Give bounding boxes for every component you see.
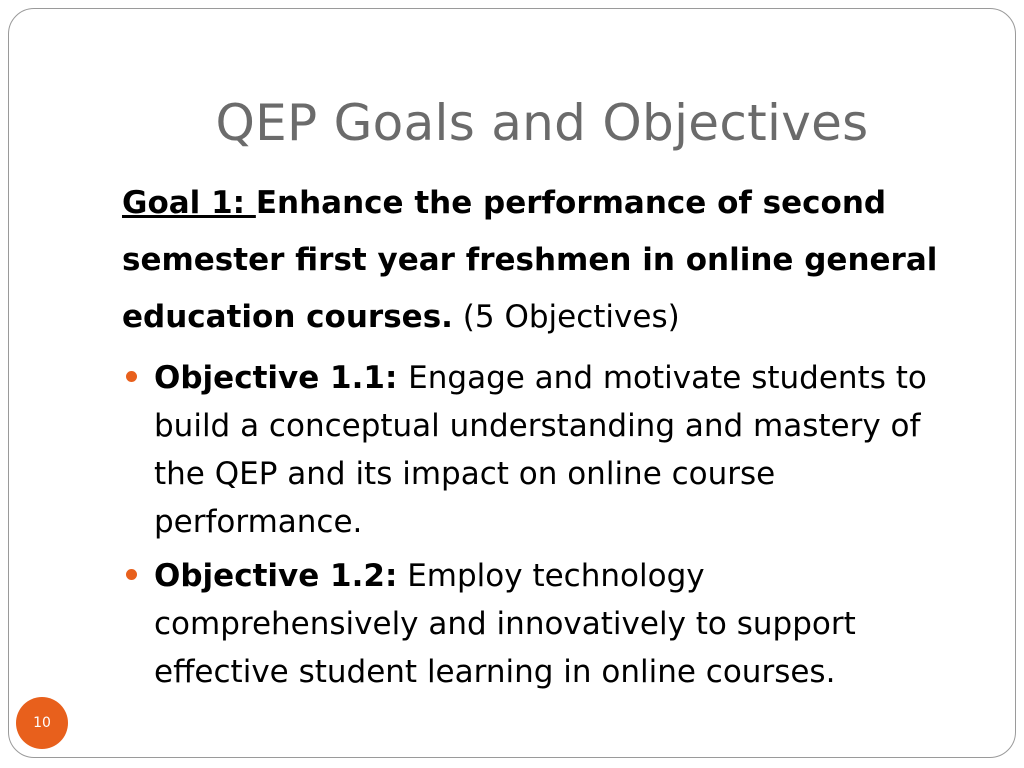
bullet-icon xyxy=(126,569,137,580)
objective-item xyxy=(122,354,966,546)
objective-label: Objective 1.2: xyxy=(154,558,398,594)
objectives-list xyxy=(122,354,982,696)
slide-frame xyxy=(8,8,1016,758)
objective-item xyxy=(122,552,966,696)
slide-title: QEP Goals and Objectives xyxy=(215,94,869,152)
objective-label: Objective 1.1: xyxy=(154,360,409,396)
slide-content xyxy=(122,175,982,702)
goal-text: Enhance the performance of second semester first year freshmen in online general education courses. xyxy=(122,185,938,335)
goal-paragraph xyxy=(122,175,982,346)
page-number-badge: 10 xyxy=(16,697,68,749)
goal-label: Goal 1: xyxy=(122,185,256,221)
objective-text: Employ technology comprehensively and innovatively to support effective student learning in online courses. xyxy=(154,558,856,690)
goal-objective-count: (5 Objectives) xyxy=(452,299,680,335)
objective-text: Engage and motivate students to build a conceptual understanding and mastery of the QEP and its impact on online course performance. xyxy=(154,360,927,540)
bullet-icon xyxy=(126,371,137,382)
